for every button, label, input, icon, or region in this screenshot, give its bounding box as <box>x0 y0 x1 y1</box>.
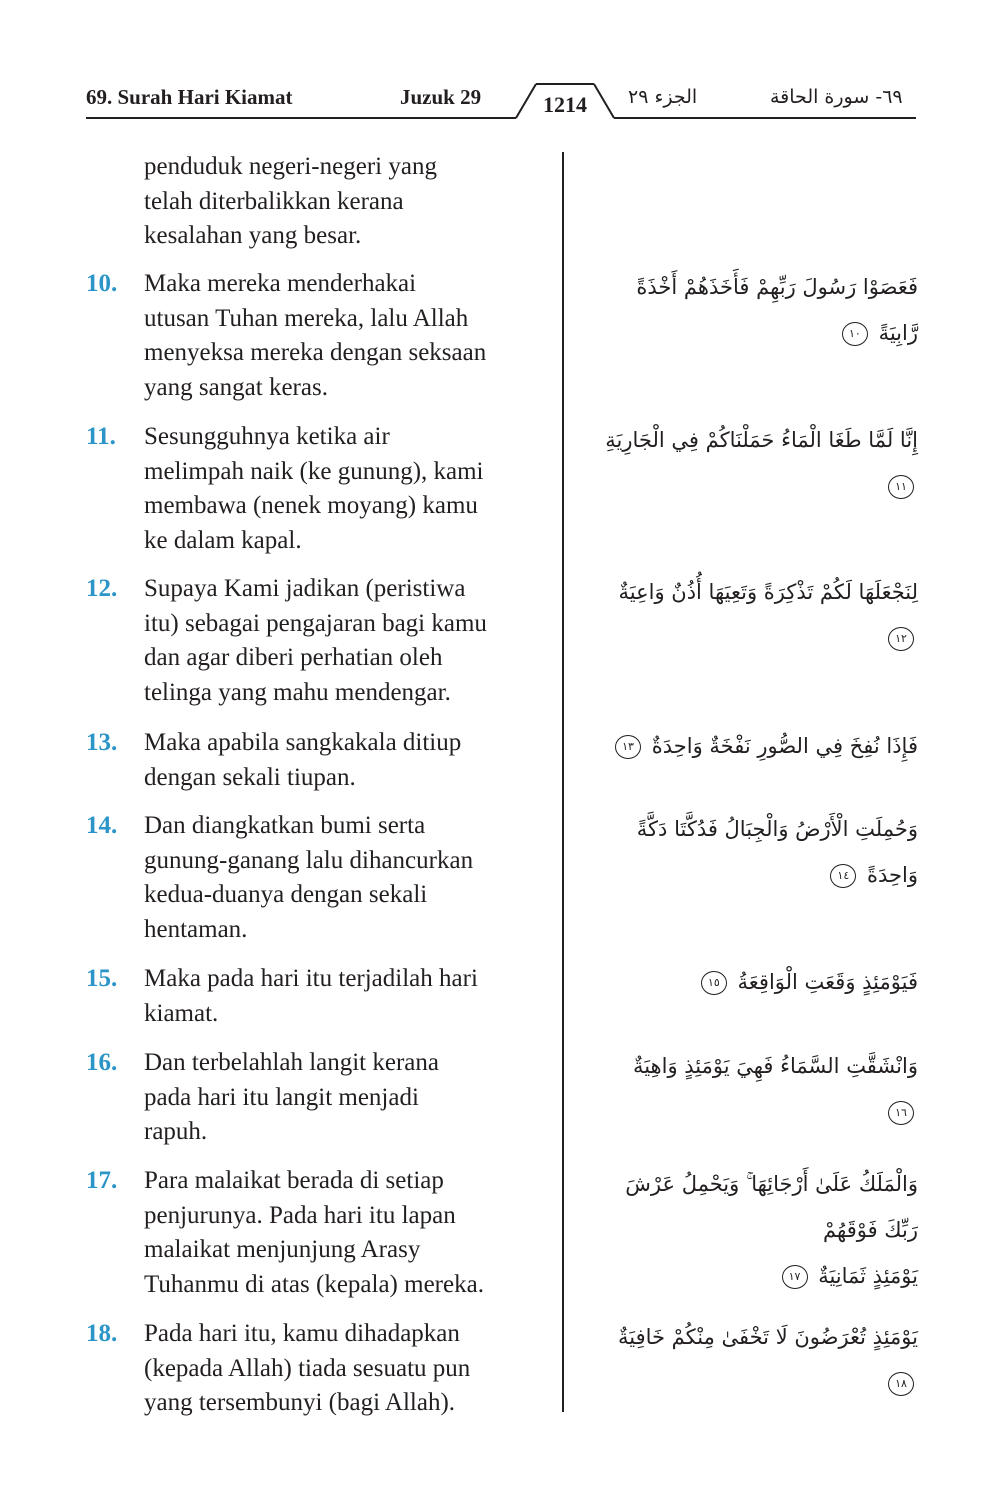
translation-line: yang tersembunyi (bagi Allah). <box>144 1389 456 1416</box>
translation-line: melimpah naik (ke gunung), kami <box>144 457 484 485</box>
translation-line: rapuh. <box>144 1118 208 1145</box>
translation-line: gunung-ganang lalu dihancurkan <box>144 846 474 874</box>
ayah-number-marker: ١٠ <box>842 322 868 346</box>
arabic-line <box>600 1253 918 1299</box>
translation-line: Maka mereka menderhakai <box>144 270 417 297</box>
verse-translation <box>144 572 562 710</box>
translation-line: utusan Tuhan mereka, lalu Allah <box>144 304 469 332</box>
column-divider <box>562 152 564 1412</box>
arabic-text: إِنَّا لَمَّا طَغَا الْمَاءُ حَمَلْنَاكُمْ فِي الْجَارِيَةِ <box>605 428 918 452</box>
juz-label-arabic: الجزء ٢٩ <box>628 86 698 108</box>
translation-line: Para malaikat berada di setiap <box>144 1167 444 1194</box>
ayah-number-marker: ١٨ <box>888 1372 914 1396</box>
arabic-line <box>600 1043 918 1135</box>
continuation-text <box>144 150 562 254</box>
verse-translation <box>144 962 562 1031</box>
verse-number: 18. <box>86 1320 118 1347</box>
arabic-text: وَانْشَقَّتِ السَّمَاءُ فَهِيَ يَوْمَئِذٍ وَاهِيَةٌ <box>632 1054 918 1078</box>
translation-line: kesalahan yang besar. <box>144 222 362 249</box>
verse-translation <box>144 267 562 405</box>
ayah-number-marker: ١٤ <box>830 864 856 888</box>
verse-translation <box>144 420 562 558</box>
verse-number: 11. <box>86 423 116 450</box>
translation-line: menyeksa mereka dengan seksaan <box>144 339 487 366</box>
verse-translation <box>144 1317 562 1421</box>
translation-line: Tuhanmu di atas (kepala) mereka. <box>144 1270 484 1298</box>
translation-line: dan agar diberi perhatian oleh <box>144 644 443 671</box>
translation-line: malaikat menjunjung Arasy <box>144 1236 421 1263</box>
verse-number: 16. <box>86 1049 118 1076</box>
surah-title-arabic: ٦٩- سورة الحاقة <box>770 86 903 108</box>
verse-number: 15. <box>86 965 118 992</box>
translation-line: membawa (nenek moyang) kamu <box>144 492 478 519</box>
arabic-text: فَإِذَا نُفِخَ فِي الصُّورِ نَفْخَةٌ وَاحِدَةٌ <box>651 734 918 758</box>
verse-translation <box>144 726 562 795</box>
translation-line: Maka apabila sangkakala ditiup <box>144 729 462 756</box>
verse-number: 13. <box>86 729 118 756</box>
verse-number: 10. <box>86 270 118 297</box>
arabic-line <box>600 1314 918 1406</box>
translation-line: kiamat. <box>144 999 219 1027</box>
ayah-number-marker: ١٣ <box>615 735 641 759</box>
verse-arabic <box>600 806 918 898</box>
arabic-text: يَوْمَئِذٍ ثَمَانِيَةٌ <box>818 1264 918 1288</box>
verse-number: 17. <box>86 1167 118 1194</box>
translation-line: telah diterbalikkan kerana <box>144 187 404 215</box>
juz-label: Juzuk 29 <box>400 85 482 109</box>
verse-translation <box>144 1046 562 1150</box>
arabic-line <box>600 1161 918 1253</box>
arabic-line <box>600 723 918 769</box>
ayah-number-marker: ١٦ <box>888 1101 914 1125</box>
arabic-text: وَالْمَلَكُ عَلَىٰ أَرْجَائِهَا ۚ وَيَحْمِلُ عَرْشَ رَبِّكَ فَوْقَهُمْ <box>625 1172 918 1242</box>
verse-arabic <box>600 1043 918 1135</box>
translation-line: pada hari itu langit menjadi <box>144 1083 419 1111</box>
translation-line: Pada hari itu, kamu dihadapkan <box>144 1320 460 1347</box>
translation-line: (kepada Allah) tiada sesuatu pun <box>144 1354 471 1382</box>
surah-title: 69. Surah Hari Kiamat <box>86 85 293 109</box>
translation-line: itu) sebagai pengajaran bagi kamu <box>144 609 487 637</box>
arabic-text: فَيَوْمَئِذٍ وَقَعَتِ الْوَاقِعَةُ <box>737 970 918 994</box>
verse-arabic <box>600 1314 918 1406</box>
page-number: 1214 <box>543 92 587 117</box>
verse-number: 14. <box>86 812 118 839</box>
translation-line: hentaman. <box>144 915 248 943</box>
translation-line: Maka pada hari itu terjadilah hari <box>144 965 478 992</box>
arabic-text: لِنَجْعَلَهَا لَكُمْ تَذْكِرَةً وَتَعِيَهَا أُذُنٌ وَاعِيَةٌ <box>618 580 918 604</box>
translation-line: yang sangat keras. <box>144 373 328 401</box>
translation-line: penjurunya. Pada hari itu lapan <box>144 1201 456 1229</box>
ayah-number-marker: ١٥ <box>701 971 727 995</box>
arabic-line <box>600 569 918 661</box>
translation-line: penduduk negeri-negeri yang <box>144 153 437 180</box>
page-header <box>0 0 1000 130</box>
translation-line: Dan terbelahlah langit kerana <box>144 1049 439 1076</box>
translation-line: Sesungguhnya ketika air <box>144 423 390 450</box>
arabic-line <box>600 264 918 356</box>
translation-line: dengan sekali tiupan. <box>144 763 356 791</box>
arabic-text: فَعَصَوْا رَسُولَ رَبِّهِمْ فَأَخَذَهُمْ أَخْذَةً رَّابِيَةً <box>636 275 918 345</box>
verse-number: 12. <box>86 575 118 602</box>
ayah-number-marker: ١١ <box>888 475 914 499</box>
ayah-number-marker: ١٢ <box>888 627 914 651</box>
arabic-line <box>600 806 918 898</box>
arabic-text: يَوْمَئِذٍ تُعْرَضُونَ لَا تَخْفَىٰ مِنْكُمْ خَافِيَةٌ <box>617 1325 918 1349</box>
translation-line: telinga yang mahu mendengar. <box>144 678 451 706</box>
arabic-text: وَحُمِلَتِ الْأَرْضُ وَالْجِبَالُ فَدُكَّتَا دَكَّةً وَاحِدَةً <box>636 817 918 887</box>
verse-arabic <box>600 959 918 1005</box>
verse-arabic <box>600 264 918 356</box>
translation-line: Dan diangkatkan bumi serta <box>144 812 426 839</box>
header-rule <box>0 0 1000 130</box>
arabic-line <box>600 417 918 509</box>
translation-line: kedua-duanya dengan sekali <box>144 881 428 908</box>
translation-line: Supaya Kami jadikan (peristiwa <box>144 575 466 602</box>
verse-translation <box>144 1164 562 1302</box>
translation-line: ke dalam kapal. <box>144 526 302 554</box>
verse-arabic <box>600 569 918 661</box>
verse-arabic <box>600 1161 918 1299</box>
verse-arabic <box>600 417 918 509</box>
verse-arabic <box>600 723 918 769</box>
verse-translation <box>144 809 562 947</box>
ayah-number-marker: ١٧ <box>782 1265 808 1289</box>
arabic-line <box>600 959 918 1005</box>
